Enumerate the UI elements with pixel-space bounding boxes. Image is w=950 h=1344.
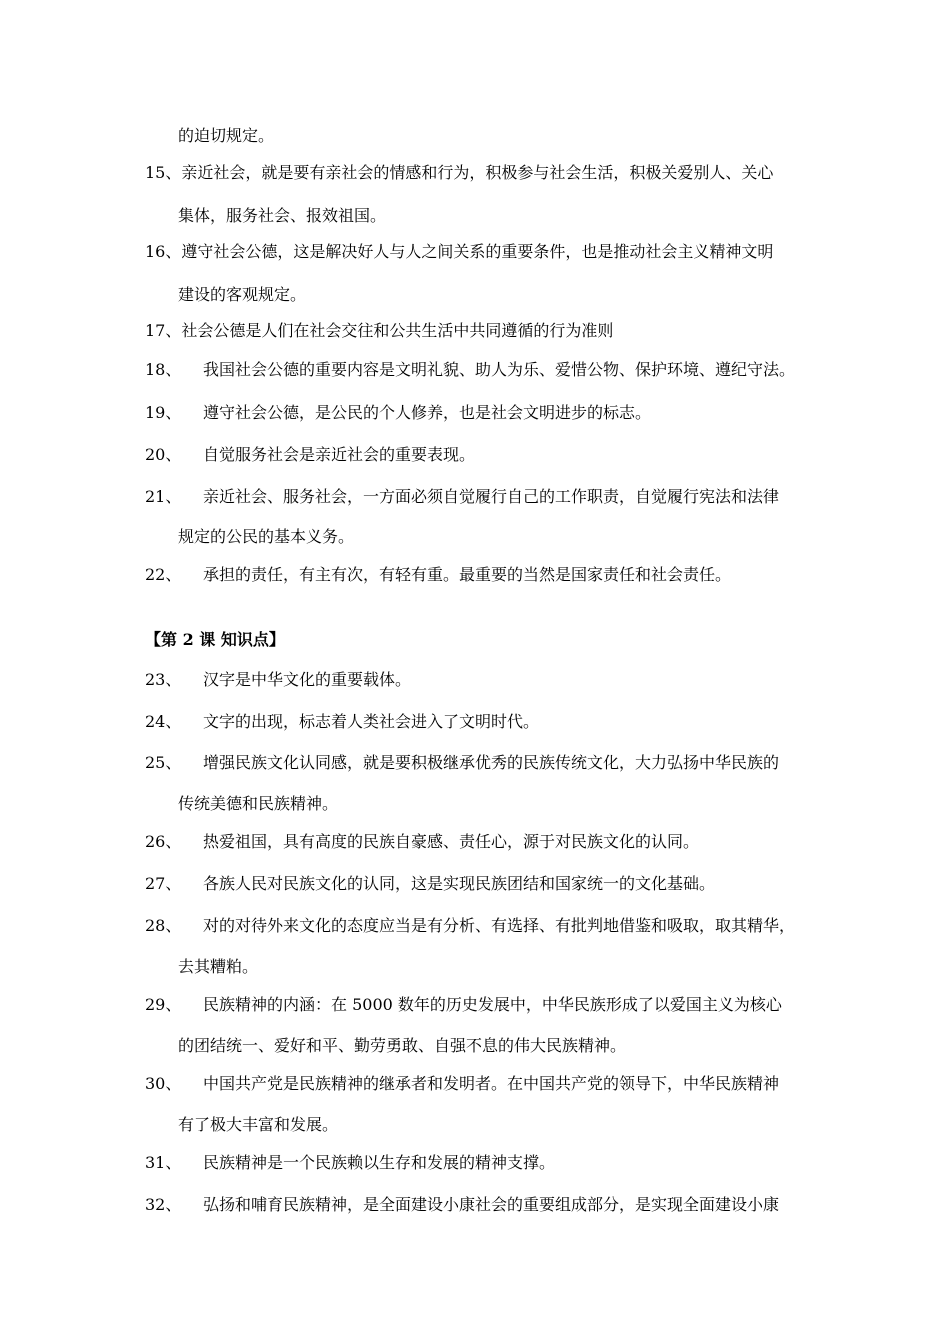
item-number: 24、 [145,712,182,731]
item-text: 遵守社会公德，是公民的个人修养，也是社会文明进步的标志。 [203,403,652,422]
item-text: 汉字是中华文化的重要载体。 [203,670,412,689]
text-line: 传统美德和民族精神。 [178,794,339,813]
item-number: 26、 [145,832,182,851]
text-line: 集体，服务社会、报效祖国。 [178,206,387,225]
item-number: 18、 [145,360,182,379]
item-text: 民族精神是一个民族赖以生存和发展的精神支撑。 [203,1153,556,1172]
item-number: 30、 [145,1074,182,1093]
item-text: 亲近社会，就是要有亲社会的情感和行为，积极参与社会生活，积极关爱别人、关心 [181,163,774,182]
item-number: 19、 [145,403,182,422]
list-item [145,321,613,341]
item-text: 我国社会公德的重要内容是文明礼貌、助人为乐、爱惜公物、保护环境、遵纪守法。 [203,360,796,379]
item-number: 21、 [145,487,182,506]
list-item [145,242,773,262]
item-text: 遵守社会公德，这是解决好人与人之间关系的重要条件，也是推动社会主义精神文明 [181,242,774,261]
item-text: 中国共产党是民族精神的继承者和发明者。在中国共产党的领导下，中华民族精神 [203,1074,780,1093]
item-text: 热爱祖国，具有高度的民族自豪感、责任心，源于对民族文化的认同。 [203,832,700,851]
item-text: 社会公德是人们在社会交往和公共生活中共同遵循的行为准则 [181,321,614,340]
item-number: 32、 [145,1195,182,1214]
text-line: 去其糟粕。 [178,957,259,976]
list-item [145,163,773,183]
item-text: 弘扬和哺育民族精神，是全面建设小康社会的重要组成部分，是实现全面建设小康 [203,1195,780,1214]
item-number: 25、 [145,753,182,772]
item-text: 民族精神的内涵：在 5000 数年的历史发展中，中华民族形成了以爱国主义为核心 [203,995,782,1014]
item-number: 29、 [145,995,182,1014]
item-text: 亲近社会、服务社会，一方面必须自觉履行自己的工作职责，自觉履行宪法和法律 [203,487,780,506]
item-text: 自觉服务社会是亲近社会的重要表现。 [203,445,476,464]
item-text: 承担的责任，有主有次，有轻有重。最重要的当然是国家责任和社会责任。 [203,565,732,584]
item-number: 31、 [145,1153,182,1172]
text-line: 有了极大丰富和发展。 [178,1115,339,1134]
text-line: 建设的客观规定。 [178,285,307,304]
item-number: 20、 [145,445,182,464]
section-heading: 【第 2 课 知识点】 [145,630,285,649]
item-text: 文字的出现，标志着人类社会进入了文明时代。 [203,712,540,731]
item-number: 15、 [145,163,182,182]
item-text: 对的对待外来文化的态度应当是有分析、有选择、有批判地借鉴和吸取，取其精华， [203,916,796,935]
item-number: 23、 [145,670,182,689]
text-line: 规定的公民的基本义务。 [178,527,355,546]
item-text: 各族人民对民族文化的认同，这是实现民族团结和国家统一的文化基础。 [203,874,716,893]
text-line: 的迫切规定。 [178,126,275,145]
item-number: 27、 [145,874,182,893]
item-number: 22、 [145,565,182,584]
item-number: 17、 [145,321,182,340]
text-line: 的团结统一、爱好和平、勤劳勇敢、自强不息的伟大民族精神。 [178,1036,627,1055]
item-number: 16、 [145,242,182,261]
item-number: 28、 [145,916,182,935]
item-text: 增强民族文化认同感，就是要积极继承优秀的民族传统文化，大力弘扬中华民族的 [203,753,780,772]
